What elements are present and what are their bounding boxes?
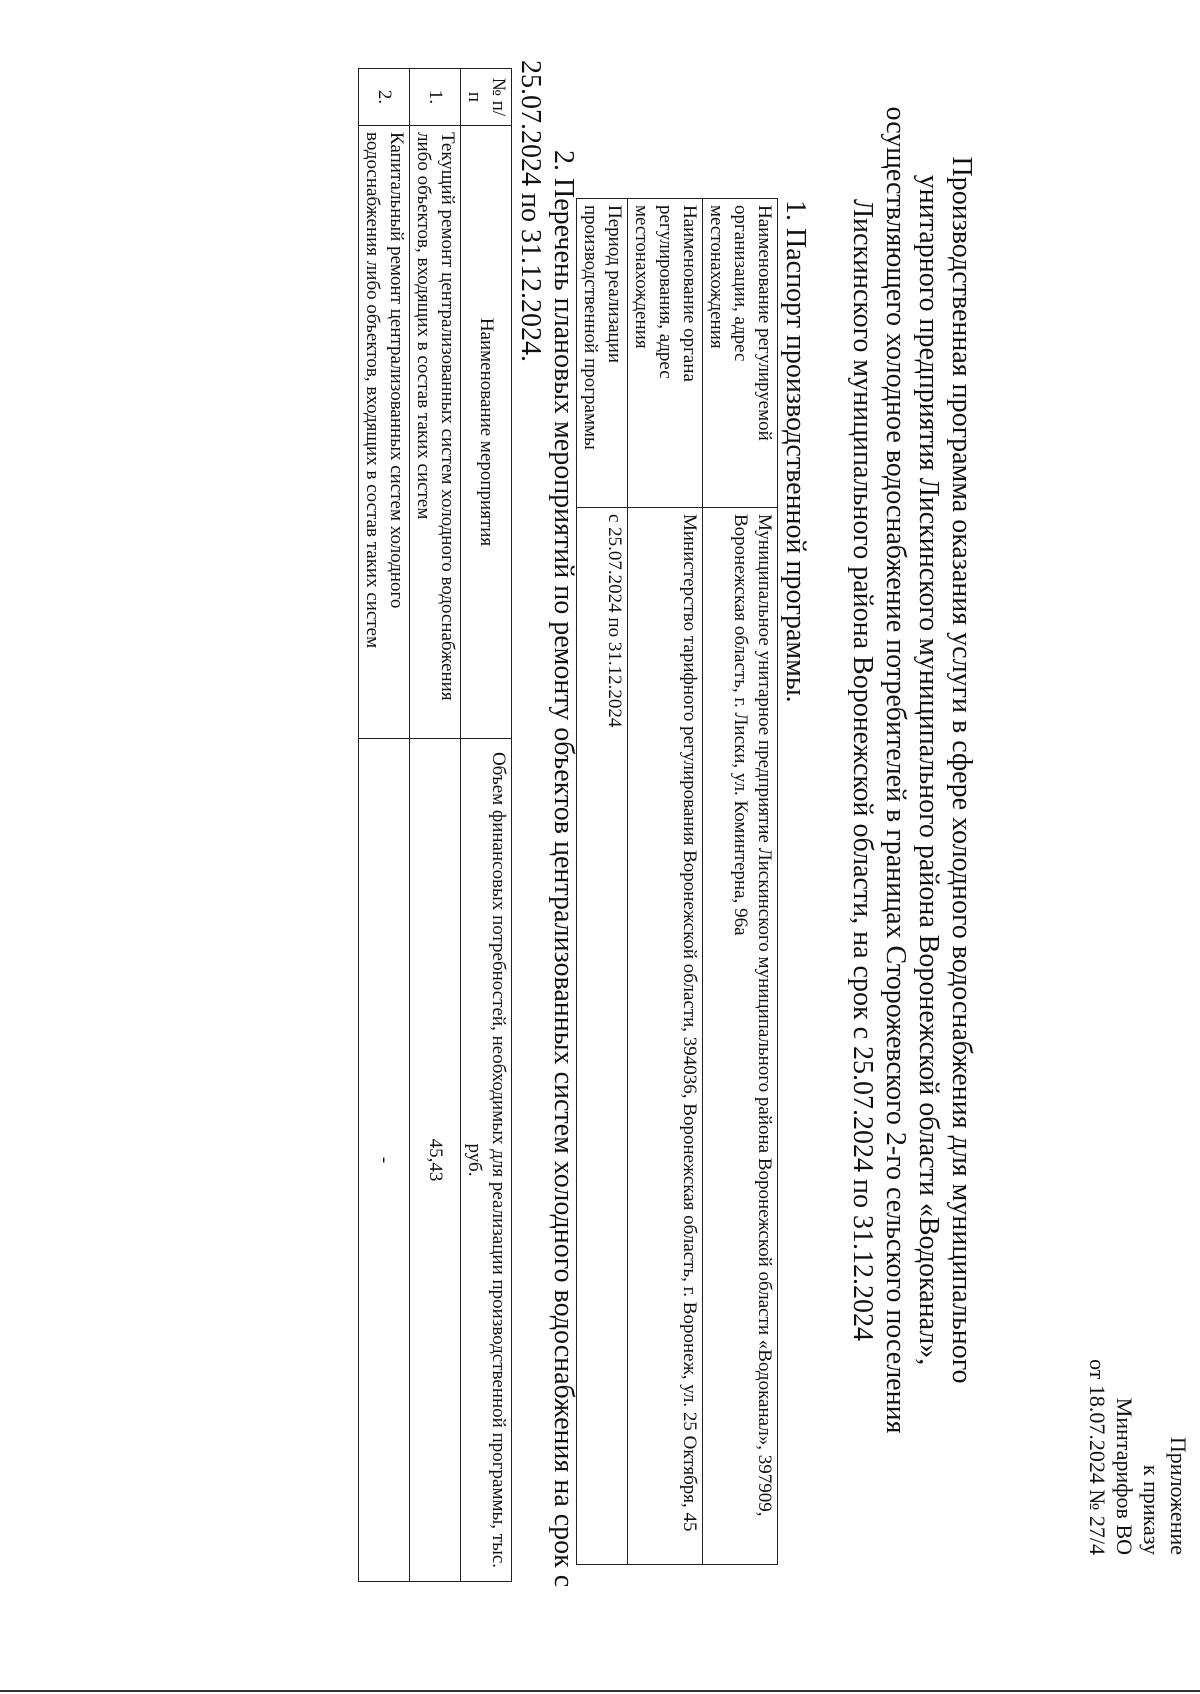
row-value: - (359, 739, 410, 1582)
row-num: 1. (410, 69, 461, 126)
appendix-line-2: к приказу Минтарифов ВО (1112, 1397, 1164, 1555)
passport-table (576, 198, 778, 1565)
appendix-line-3: от 18.07.2024 № 27/4 (1085, 1359, 1110, 1555)
row-name: Капитальный ремонт централизованных систем холодного водоснабжения либо объектов, входящих в состав таких систем (359, 126, 410, 739)
header-name: Наименование мероприятия (461, 126, 512, 739)
table-row (628, 199, 703, 1565)
document-title: Производственная программа оказания услуги в сфере холодного водоснабжения для муниципального унитарного предприятия Лискинского муниципального района Воронежской области «Водоканал», осуществляющего холодное водоснабжение потребителей в границах Сторожевского 2-го сельского поселения Лискинского муниципального района Воронежской области, на срок с 25.07.2024 по 31.12.2024 (847, 106, 977, 1434)
passport-label: Наименование регулируемой организации, адрес местонахождения (703, 199, 778, 508)
table-row (703, 199, 778, 1565)
table-row (577, 199, 628, 1565)
repair-measures-table (358, 68, 512, 1582)
section-1-heading: 1. Паспорт производственной программы. (780, 200, 811, 703)
passport-label: Наименование органа регулирования, адрес местонахождения (628, 199, 703, 508)
table-row (359, 69, 410, 1582)
row-name: Текущий ремонт централизованных систем холодного водоснабжения либо объектов, входящих в состав таких систем (410, 126, 461, 739)
header-num: № п/п (461, 69, 512, 126)
table-header-row (461, 69, 512, 1582)
row-num: 2. (359, 69, 410, 126)
page-bottom-rule (0, 1690, 1200, 1692)
appendix-line-1: Приложение (1166, 1436, 1191, 1555)
table-row (410, 69, 461, 1582)
passport-value: Муниципальное унитарное предприятие Лискинского муниципального района Воронежской области «Водоканал», 397909, Воронежская область, г. Лиски, ул. Коминтерна, 96а (703, 508, 778, 1565)
section-2-heading: 2. Перечень плановых мероприятий по ремонту объектов централизованных систем холодного водоснабжения на срок с 25.07.2024 по 31.12.2024. (515, 60, 579, 1588)
passport-value: Министерство тарифного регулирования Воронежской области, 394036, Воронежская область, г. Воронеж, ул. 25 Октября, 45 (628, 508, 703, 1565)
header-value: Объем финансовых потребностей, необходимых для реализации производственной программы, тыс. руб. (461, 739, 512, 1582)
passport-value: с 25.07.2024 по 31.12.2024 (577, 508, 628, 1565)
appendix-header (1084, 1340, 1192, 1555)
row-value: 45,43 (410, 739, 461, 1582)
passport-label: Период реализации производственной программы (577, 199, 628, 508)
